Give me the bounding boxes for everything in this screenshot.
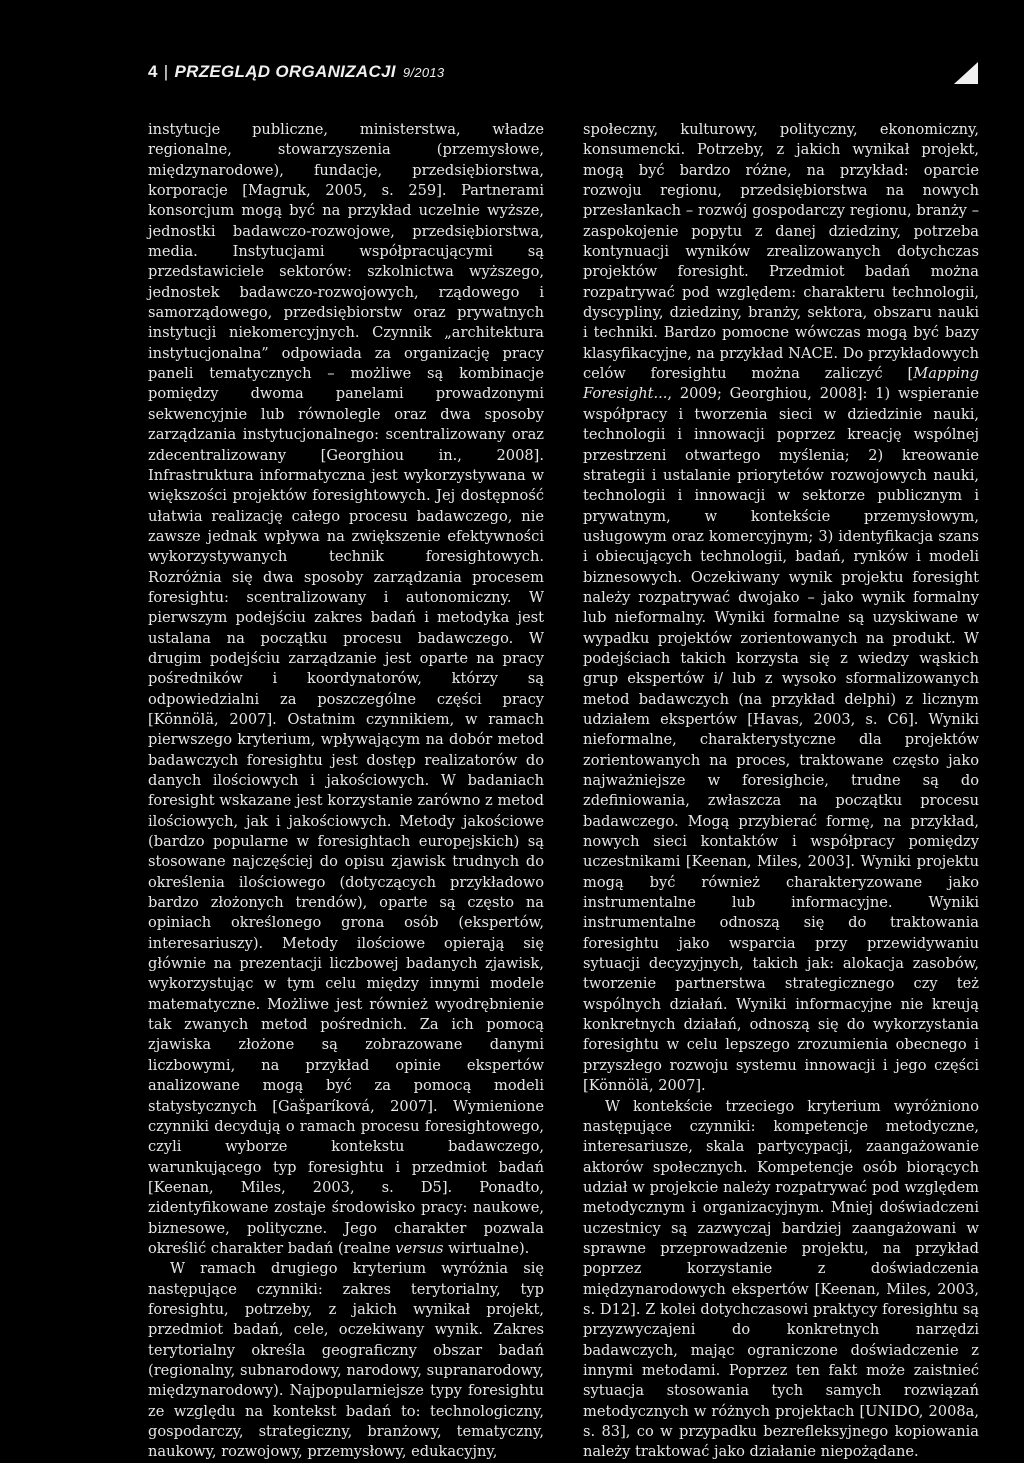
left-paragraph-1-end: wirtualne).: [443, 1239, 530, 1257]
left-paragraph-1-italic: versus: [395, 1239, 444, 1257]
right-column: [583, 120, 979, 1461]
left-paragraph-1: [148, 120, 544, 1259]
page-header: [148, 62, 978, 88]
right-paragraph-1-italic: Mapping Foresight...: [583, 365, 979, 403]
triangle-corner-icon: [954, 62, 978, 84]
right-paragraph-1-text-b: , 2009; Georghiou, 2008]: 1) wspieranie współpracy i tworzenia sieci w dziedzinie nauki, technologii i innowacji poprzez kreację wspólnej przestrzeni otwartego myślenia; 2) kreowanie strategii i ustalanie priorytetów rozwojowych nauki, technologii i innowacji w sektorze publicznym i prywatnym, w kontekście przemysłowym, usługowym oraz komercyjnym; 3) identyfikacja szans i obiecujących technologii, badań, rynków i modeli biznesowych. Oczekiwany wynik projektu foresight należy rozpatrywać dwojako – jako wynik formalny lub nieformalny. Wyniki formalne są uzyskiwane w wypadku projektów zorientowanych na produkt. W podejściach takich korzysta się z wiedzy wąskich grup ekspertów i/ lub z wysoko sformalizowanych metod badawczych (na przykład delphi) z licznym udziałem ekspertów [Havas, 2003, s. C6]. Wyniki nieformalne, charakterystyczne dla projektów zorientowanych na proces, traktowane często jako najważniejsze w foresighcie, trudne są do zdefiniowania, zwłaszcza na początku procesu badawczego. Mogą przybierać formę, na przykład, nowych sieci kontaktów i współpracy pomiędzy uczestnikami [Keenan, Miles, 2003]. Wyniki projektu mogą być również charakteryzowane jako instrumentalne lub informacyjne. Wyniki instrumentalne odnoszą się do traktowania foresightu jako wsparcia przy przewidywaniu sytuacji decyzyjnych, takich jak: alokacja zasobów, tworzenie partnerstwa strategicznego czy też wspólnych działań. Wyniki informacyjne nie kreują konkretnych działań, odnoszą się do wykorzystania foresightu w celu lepszego zrozumienia obecnego i przyszłego rozwoju systemu innowacji i jego części [Könnölä, 2007].: [583, 385, 979, 1095]
left-column: [148, 120, 544, 1461]
issue-number: 9/2013: [402, 65, 445, 80]
running-head: [148, 62, 444, 82]
journal-title: PRZEGLĄD ORGANIZACJI: [174, 62, 396, 81]
left-paragraph-1-text: instytucje publiczne, ministerstwa, władze regionalne, stowarzyszenia (przemysłowe, międzynarodowe), fundacje, przedsiębiorstwa, korporacje [Magruk, 2005, s. 259]. Partnerami konsorcjum mogą być na przykład uczelnie wyższe, jednostki badawczo-rozwojowe, przedsiębiorstwa, media. Instytucjami współpracującymi są przedstawiciele sektorów: szkolnictwa wyższego, jednostek badawczo-rozwojowych, rządowego i samorządowego, przedsiębiorstw oraz prywatnych instytucji niekomercyjnych. Czynnik „architektura instytucjonalna” odpowiada za organizację pracy paneli tematycznych – możliwe są kombinacje pomiędzy dwoma panelami prowadzonymi sekwencyjnie lub równolegle oraz dwa sposoby zarządzania instytucjonalnego: scentralizowany oraz zdecentralizowany [Georghiou in., 2008]. Infrastruktura informatyczna jest wykorzystywana w większości projektów foresightowych. Jej dostępność ułatwia realizację całego procesu badawczego, nie zawsze jednak wpływa na zwiększenie efektywności wykorzystywanych technik foresightowych. Rozróżnia się dwa sposoby zarządzania procesem foresightu: scentralizowany i autonomiczny. W pierwszym podejściu zakres badań i metodyka jest ustalana na początku procesu badawczego. W drugim podejściu zarządzanie jest oparte na pracy pośredników i koordynatorów, którzy są odpowiedzialni za poszczególne części pracy [Könnölä, 2007]. Ostatnim czynnikiem, w ramach pierwszego kryterium, wpływającym na dobór metod badawczych foresightu jest dostęp realizatorów do danych ilościowych i jakościowych. W badaniach foresight wskazane jest korzystanie zarówno z metod ilościowych, jak i jakościowych. Metody jakościowe (bardzo popularne w foresightach europejskich) są stosowane najczęściej do opisu zjawisk trudnych do określenia ilościowego (dotyczących przykładowo bardzo złożonych trendów), oparte są często na opiniach określonego grona osób (ekspertów, interesariuszy). Metody ilościowe opierają się głównie na prezentacji liczbowej badanych zjawisk, wykorzystując w tym celu między innymi modele matematyczne. Możliwe jest również wyodrębnienie tak zwanych metod pośrednich. Za ich pomocą zjawiska złożone są zobrazowane danymi liczbowymi, na przykład opinie ekspertów analizowane mogą być za pomocą modeli statystycznych [Gašparíková, 2007]. Wymienione czynniki decydują o ramach procesu foresightowego, czyli wyborze kontekstu badawczego, warunkującego typ foresightu i przedmiot badań [Keenan, Miles, 2003, s. D5]. Ponadto, zidentyfikowane zostaje środowisko pracy: naukowe, biznesowe, polityczne. Jego charakter pozwala określić charakter badań (realne: [148, 121, 544, 1257]
header-separator: |: [163, 62, 169, 81]
right-paragraph-2: W kontekście trzeciego kryterium wyróżniono następujące czynniki: kompetencje metodyczne, interesariusze, skala partycypacji, zaangażowanie aktorów społecznych. Kompetencje osób biorących udział w projekcie należy rozpatrywać pod względem metodycznym i organizacyjnym. Mniej doświadczeni uczestnicy są zazwyczaj bardziej zaangażowani w sprawne przeprowadzenie projektu, na przykład poprzez korzystanie z doświadczenia międzynarodowych ekspertów [Keenan, Miles, 2003, s. D12]. Z kolei dotychczasowi praktycy foresightu są przyzwyczajeni do konkretnych narzędzi badawczych, mając ograniczone doświadczenie z innymi metodami. Poprzez ten fakt może zaistnieć sytuacja stosowania tych samych rozwiązań metodycznych w różnych projektach [UNIDO, 2008a, s. 83], co w przypadku bezrefleksyjnego kopiowania należy traktować jako działanie niepożądane.: [583, 1097, 979, 1461]
right-paragraph-1: [583, 120, 979, 1097]
left-paragraph-2: W ramach drugiego kryterium wyróżnia się następujące czynniki: zakres terytorialny, typ foresightu, potrzeby, z jakich wynikał projekt, przedmiot badań, cele, oczekiwany wynik. Zakres terytorialny określa geograficzny obszar badań (regionalny, subnarodowy, narodowy, supranarodowy, międzynarodowy). Najpopularniejsze typy foresightu ze względu na kontekst badań to: technologiczny, gospodarczy, strategiczny, branżowy, tematyczny, naukowy, rozwojowy, przemysłowy, edukacyjny,: [148, 1260, 544, 1461]
page-number: 4: [148, 62, 158, 81]
right-paragraph-1-text-a: społeczny, kulturowy, polityczny, ekonomiczny, konsumencki. Potrzeby, z jakich wynikał projekt, mogą być bardzo różne, na przykład: oparcie rozwoju regionu, przedsiębiorstwa na nowych przesłankach – rozwój gospodarczy regionu, branży – zaspokojenie popytu z danej dziedziny, potrzeba kontynuacji wyników zrealizowanych dotychczas projektów foresight. Przedmiot badań można rozpatrywać pod względem: charakteru technologii, dyscypliny, dziedziny, branży, sektora, obszaru nauki i techniki. Bardzo pomocne wówczas mogą być bazy klasyfikacyjne, na przykład NACE. Do przykładowych celów foresightu można zaliczyć [: [583, 121, 979, 383]
